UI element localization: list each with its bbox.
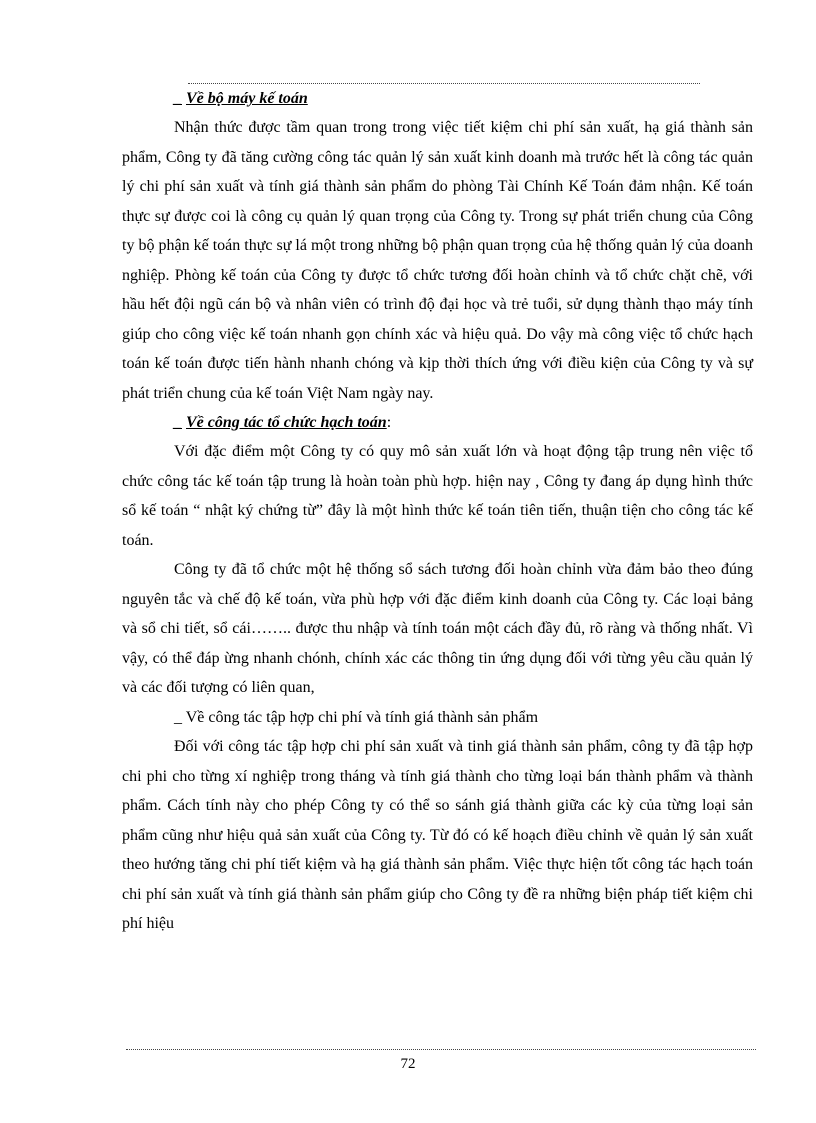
- page-content: [122, 84, 753, 939]
- heading-bullet: _: [174, 90, 182, 107]
- heading-suffix: :: [386, 414, 392, 431]
- paragraph-accounting-organization-1: Với đặc điểm một Công ty có quy mô sản xuất lớn và hoạt động tập trung nên việc tổ chức công tác kế toán tập trung là hoàn toàn phù hợp. hiện nay , Công ty đang áp dụng hình thức sổ kế toán “ nhật ký chứng từ” đây là một hình thức kế toán tiên tiến, thuận tiện cho công tác kế toán.: [122, 443, 753, 549]
- heading-text: Về bộ máy kế toán: [186, 90, 308, 107]
- section-heading-cost-collection: _ Về công tác tập hợp chi phí và tính giá thành sản phẩm: [174, 708, 539, 726]
- footer-dotted-rule: [126, 1049, 756, 1050]
- paragraph-accounting-apparatus: Nhận thức được tầm quan trong trong việc tiết kiệm chi phí sản xuất, hạ giá thành sản phẩm, Công ty đã tăng cường công tác quản lý sản xuất kinh doanh mà trước hết là công tác quản lý chi phí sản xuất và tính giá thành sản phẩm do phòng Tài Chính Kế Toán đảm nhận. Kế toán thực sự được coi là công cụ quản lý quan trọng của Công ty. Trong sự phát triển chung của Công ty bộ phận kế toán thực sự lá một trong những bộ phận quan trọng của hệ thống quản lý của doanh nghiệp. Phòng kế toán của Công ty được tổ chức tương đối hoàn chỉnh và tổ chức chặt chẽ, với hầu hết đội ngũ cán bộ và nhân viên có trình độ đại học và trẻ tuổi, sử dụng thành thạo máy tính giúp cho công việc kế toán nhanh gọn chính xác và hiệu quả. Do vậy mà công việc tổ chức hạch toán kế toán được tiến hành nhanh chóng và kịp thời thích ứng với điều kiện của Công ty và sự phát triển chung của kế toán Việt Nam ngày nay.: [122, 119, 753, 402]
- paragraph-cost-collection: Đối với công tác tập hợp chi phí sản xuất và tinh giá thành sản phẩm, công ty đã tập hợp chi phi cho từng xí nghiệp trong tháng và tính giá thành cho từng loại bán thành phẩm và thành phẩm. Cách tính này cho phép Công ty có thể so sánh giá thành giữa các kỳ của từng loại sản phẩm cũng như hiệu quả sản xuất của Công ty. Từ đó có kế hoạch điều chỉnh về quản lý sản xuất theo hướng tăng chi phí tiết kiệm và hạ giá thành sản phẩm. Việc thực hiện tốt công tác hạch toán chi phí sản xuất và tính giá thành sản phẩm giúp cho Công ty đề ra những biện pháp tiết kiệm chi phí hiệu: [122, 738, 753, 932]
- section-heading-accounting-apparatus: [174, 84, 753, 113]
- section-heading-accounting-organization: [174, 408, 753, 437]
- heading-text: Về công tác tổ chức hạch toán: [186, 414, 387, 431]
- heading-bullet: _: [174, 414, 182, 431]
- page-number: 72: [400, 1056, 416, 1072]
- paragraph-accounting-organization-2: Công ty đã tổ chức một hệ thống sổ sách tương đối hoàn chỉnh vừa đảm bảo theo đúng nguyên tắc và chế độ kế toán, vừa phù hợp với đặc điểm kinh doanh của Công ty. Các loại bảng và sổ chi tiết, sổ cái…….. được thu nhập và tính toán một cách đầy đủ, rõ ràng và thống nhất. Vì vậy, có thể đáp ừng nhanh chónh, chính xác các thông tin ứng dụng đối với từng yêu cầu quản lý và các đối tượng có liên quan,: [122, 561, 753, 696]
